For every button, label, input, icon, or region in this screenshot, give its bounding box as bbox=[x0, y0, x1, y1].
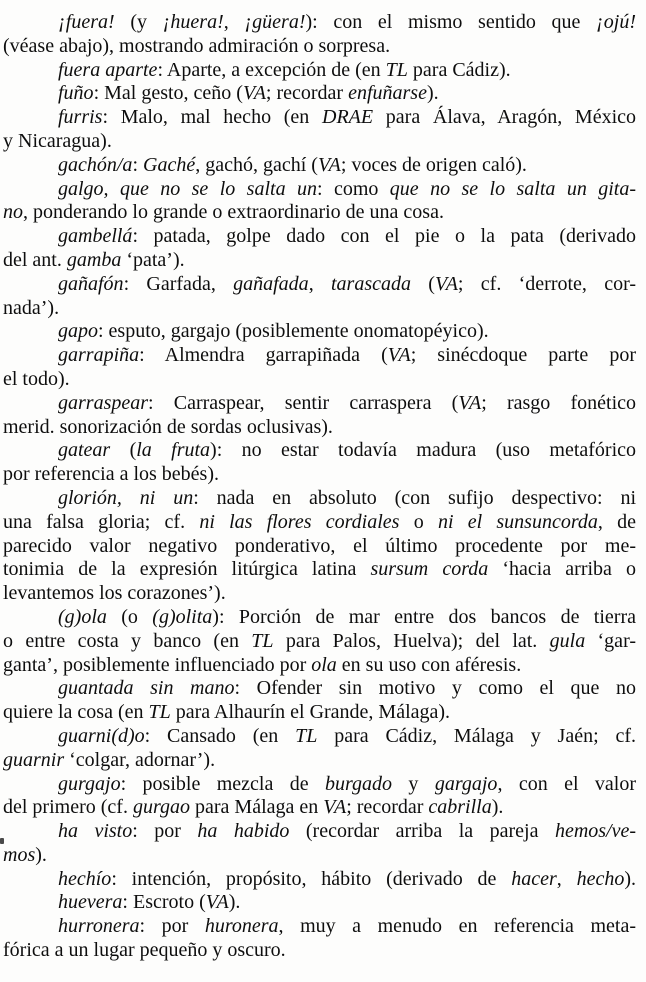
italic-text: ¡huera! bbox=[162, 11, 224, 33]
entry-line bbox=[3, 416, 636, 440]
italic-text: huevera bbox=[58, 891, 123, 914]
entry-line bbox=[3, 773, 636, 797]
italic-text: mos bbox=[3, 843, 36, 866]
italic-text: VA bbox=[242, 82, 266, 105]
italic-text: huronera bbox=[204, 915, 279, 938]
roman-text: y Nicaragua). bbox=[3, 129, 112, 152]
roman-text: fórica a un lugar pequeño y oscuro. bbox=[3, 939, 286, 962]
entry-line bbox=[3, 487, 636, 511]
italic-text: guantada sin mano bbox=[58, 677, 235, 700]
italic-text: sursum corda bbox=[370, 558, 489, 581]
entry-line bbox=[3, 368, 636, 392]
italic-text: guarnir bbox=[3, 748, 65, 771]
italic-text: ¡ojú! bbox=[596, 11, 636, 33]
roman-text: quiere la cosa (en bbox=[3, 701, 149, 724]
entry-line bbox=[3, 130, 636, 154]
italic-text: fuera aparte bbox=[58, 58, 158, 81]
entry-line bbox=[3, 154, 636, 178]
roman-text: : intención, propósito, hábito (derivado de bbox=[111, 867, 512, 890]
roman-text: levantemos los corazones’). bbox=[3, 582, 226, 605]
roman-text: ; recordar bbox=[346, 796, 429, 819]
italic-text: ni el sunsuncorda bbox=[437, 510, 598, 533]
roman-text: (véase abajo), mostrando admiración o sorpresa. bbox=[3, 34, 391, 57]
roman-text: ). bbox=[426, 82, 439, 105]
roman-text: ‘colgar, adornar’). bbox=[64, 748, 216, 771]
roman-text: ). bbox=[624, 867, 636, 890]
roman-text: ). bbox=[491, 796, 504, 819]
roman-text: del primero (cf. bbox=[3, 796, 133, 819]
italic-text: ha habido bbox=[197, 820, 290, 843]
roman-text: ( bbox=[110, 439, 137, 462]
italic-text: guarni(d)o bbox=[58, 724, 145, 747]
italic-text: VA bbox=[458, 391, 482, 414]
entry-line bbox=[3, 297, 636, 321]
italic-text: TL bbox=[295, 724, 318, 747]
entry-line bbox=[3, 844, 636, 868]
italic-text: fuño bbox=[58, 82, 94, 105]
roman-text: : bbox=[132, 153, 143, 176]
italic-text: tarascada bbox=[331, 272, 411, 295]
roman-text: , muy a menudo en referencia meta- bbox=[278, 915, 637, 938]
roman-text: : Aparte, a excepción de (en bbox=[157, 58, 386, 81]
italic-text: ¡güera! bbox=[244, 11, 306, 33]
italic-text: VA bbox=[434, 272, 458, 295]
roman-text: : Malo, mal hecho (en bbox=[102, 106, 322, 129]
italic-text: burgado bbox=[325, 772, 393, 795]
roman-text: y bbox=[392, 772, 435, 795]
italic-text: gachón/a bbox=[58, 153, 133, 176]
entry-line bbox=[3, 868, 636, 892]
roman-text: ; sinécdoque parte por bbox=[410, 344, 636, 367]
roman-text: merid. sonorización de sordas oclusivas). bbox=[3, 415, 333, 438]
italic-text: que no se lo salta un gita- bbox=[389, 177, 636, 200]
entry-line bbox=[3, 891, 636, 915]
italic-text: ni las flores cordiales bbox=[199, 510, 400, 533]
entry-line bbox=[3, 344, 636, 368]
italic-text: hemos/ve- bbox=[554, 820, 637, 843]
roman-text: : Ofender sin motivo y como el que no bbox=[234, 677, 637, 700]
entry-line bbox=[3, 820, 636, 844]
roman-text: ): Porción de mar entre dos bancos de tierra bbox=[212, 605, 636, 628]
roman-text: (o bbox=[106, 605, 153, 628]
roman-text: tonimia de la expresión litúrgica latina bbox=[3, 558, 371, 581]
entry-line bbox=[3, 249, 636, 273]
italic-text: hurronera bbox=[58, 915, 140, 938]
entry-line bbox=[3, 201, 636, 225]
italic-text: enfuñarse bbox=[348, 82, 427, 105]
italic-text: VA bbox=[387, 344, 411, 367]
roman-text: , bbox=[556, 867, 577, 890]
roman-text: : Mal gesto, ceño ( bbox=[93, 82, 243, 105]
roman-text: ( bbox=[411, 272, 435, 295]
roman-text: para Álava, Aragón, México bbox=[373, 106, 637, 129]
entry-line bbox=[3, 59, 636, 83]
italic-text: gargajo bbox=[434, 772, 498, 795]
entry-line bbox=[3, 511, 636, 535]
italic-text: glorión, ni un bbox=[58, 486, 194, 509]
entry-line bbox=[3, 630, 636, 654]
entry-line bbox=[3, 439, 636, 463]
roman-text: ; rasgo fonético bbox=[481, 391, 637, 414]
italic-text: hecho bbox=[576, 867, 625, 890]
italic-text: ola bbox=[311, 653, 337, 676]
roman-text: para Málaga en bbox=[190, 796, 324, 819]
italic-text: (g)olita bbox=[152, 605, 213, 628]
entry-line bbox=[3, 11, 636, 35]
entry-line bbox=[3, 796, 636, 820]
roman-text: nada’). bbox=[3, 296, 60, 319]
roman-text: ; voces de origen caló). bbox=[340, 153, 527, 176]
italic-text: DRAE bbox=[322, 106, 374, 129]
italic-text: gañafada bbox=[233, 272, 309, 295]
roman-text: ‘hacia arriba o bbox=[488, 558, 637, 581]
entry-line bbox=[3, 535, 636, 559]
italic-text: TL bbox=[148, 701, 171, 724]
italic-text: ha visto bbox=[58, 820, 133, 843]
roman-text: , con el valor bbox=[497, 772, 637, 795]
entry-line bbox=[3, 654, 636, 678]
italic-text: gamba bbox=[66, 248, 122, 271]
roman-text: : Garfada, bbox=[123, 272, 234, 295]
italic-text: VA bbox=[323, 796, 347, 819]
roman-text: ; recordar bbox=[265, 82, 349, 105]
italic-text: no bbox=[3, 201, 23, 224]
roman-text: ; cf. ‘derrote, cor- bbox=[457, 272, 637, 295]
entry-line bbox=[3, 273, 636, 297]
roman-text: por referencia a los bebés). bbox=[3, 463, 219, 486]
roman-text: una falsa gloria; cf. bbox=[3, 510, 200, 533]
roman-text: , bbox=[223, 11, 245, 33]
roman-text: para Cádiz, Málaga y Jaén; cf. bbox=[317, 724, 636, 747]
roman-text: para Alhaurín el Grande, Málaga). bbox=[170, 701, 451, 724]
italic-text: gurgao bbox=[132, 796, 190, 819]
roman-text: : esputo, gargajo (posiblemente onomatopéyico). bbox=[98, 320, 489, 343]
roman-text: ganta’, posiblemente influenciado por bbox=[3, 653, 312, 676]
roman-text: ): con el mismo sentido que bbox=[305, 11, 596, 33]
entry-line bbox=[3, 939, 636, 963]
roman-text: : por bbox=[132, 820, 198, 843]
entry-line bbox=[3, 82, 636, 106]
roman-text: para Cádiz). bbox=[407, 58, 511, 81]
roman-text: en su uso con aféresis. bbox=[336, 653, 522, 676]
italic-text: VA bbox=[205, 891, 229, 914]
roman-text: ). bbox=[35, 843, 47, 866]
roman-text: o entre costa y banco (en bbox=[3, 629, 252, 652]
italic-text: hechío bbox=[58, 867, 112, 890]
entry-line bbox=[3, 35, 636, 59]
roman-text: : por bbox=[139, 915, 205, 938]
roman-text: , gachó, gachí ( bbox=[195, 153, 318, 176]
roman-text: : nada en absoluto (con sufijo despectivo: ni bbox=[193, 486, 636, 509]
roman-text: ‘pata’). bbox=[121, 248, 185, 271]
entry-line bbox=[3, 392, 636, 416]
roman-text: , bbox=[308, 272, 331, 295]
entry-line bbox=[3, 463, 636, 487]
italic-text: VA bbox=[317, 153, 341, 176]
roman-text: , de bbox=[597, 510, 637, 533]
roman-text: ). bbox=[228, 891, 241, 914]
roman-text: : Escroto ( bbox=[122, 891, 206, 914]
entry-line bbox=[3, 677, 636, 701]
entry-line bbox=[3, 915, 636, 939]
italic-text: la fruta bbox=[136, 439, 211, 462]
italic-text: furris bbox=[58, 106, 103, 129]
italic-text: garraspear bbox=[58, 391, 149, 414]
italic-text: gapo bbox=[58, 320, 98, 343]
entry-line bbox=[3, 558, 636, 582]
roman-text: : como bbox=[316, 177, 390, 200]
roman-text: ): no estar todavía madura (uso metafórico bbox=[210, 439, 637, 462]
roman-text: ‘gar- bbox=[585, 629, 636, 652]
roman-text: : Carraspear, sentir carraspera ( bbox=[148, 391, 459, 414]
entry-line bbox=[3, 606, 636, 630]
entry-line bbox=[3, 106, 636, 130]
roman-text: del ant. bbox=[3, 248, 67, 271]
italic-text: (g)ola bbox=[58, 605, 107, 628]
entry-line bbox=[3, 725, 636, 749]
entry-line bbox=[3, 320, 636, 344]
italic-text: gañafón bbox=[58, 272, 124, 295]
italic-text: ¡fuera! bbox=[58, 11, 115, 33]
entry-line bbox=[3, 749, 636, 773]
scan-artifact bbox=[0, 838, 4, 844]
italic-text: cabrilla bbox=[428, 796, 492, 819]
roman-text: para Palos, Huelva); del lat. bbox=[273, 629, 550, 652]
roman-text: : posible mezcla de bbox=[120, 772, 325, 795]
italic-text: TL bbox=[385, 58, 408, 81]
roman-text: parecido valor negativo ponderativo, el último procedente por me- bbox=[3, 534, 636, 557]
italic-text: galgo, que no se lo salta un bbox=[58, 177, 317, 200]
roman-text: (recordar arriba la pareja bbox=[289, 820, 555, 843]
italic-text: TL bbox=[251, 629, 274, 652]
italic-text: hacer bbox=[511, 867, 557, 890]
entry-line bbox=[3, 701, 636, 725]
italic-text: gurgajo bbox=[58, 772, 121, 795]
roman-text: , ponderando lo grande o extraordinario de una cosa. bbox=[23, 201, 444, 224]
entry-line bbox=[3, 582, 636, 606]
italic-text: gatear bbox=[58, 439, 111, 462]
roman-text: : Cansado (en bbox=[144, 724, 296, 747]
roman-text: el todo). bbox=[3, 367, 70, 390]
roman-text: : Almendra garrapiñada ( bbox=[139, 344, 388, 367]
roman-text: (y bbox=[114, 11, 163, 33]
entry-line bbox=[3, 178, 636, 202]
italic-text: garrapiña bbox=[58, 344, 140, 367]
italic-text: gambellá bbox=[58, 225, 133, 248]
entry-line bbox=[3, 225, 636, 249]
italic-text: Gaché bbox=[143, 153, 196, 176]
roman-text: : patada, golpe dado con el pie o la pata (derivado bbox=[132, 225, 636, 248]
italic-text: gula bbox=[549, 629, 586, 652]
roman-text: o bbox=[399, 510, 438, 533]
